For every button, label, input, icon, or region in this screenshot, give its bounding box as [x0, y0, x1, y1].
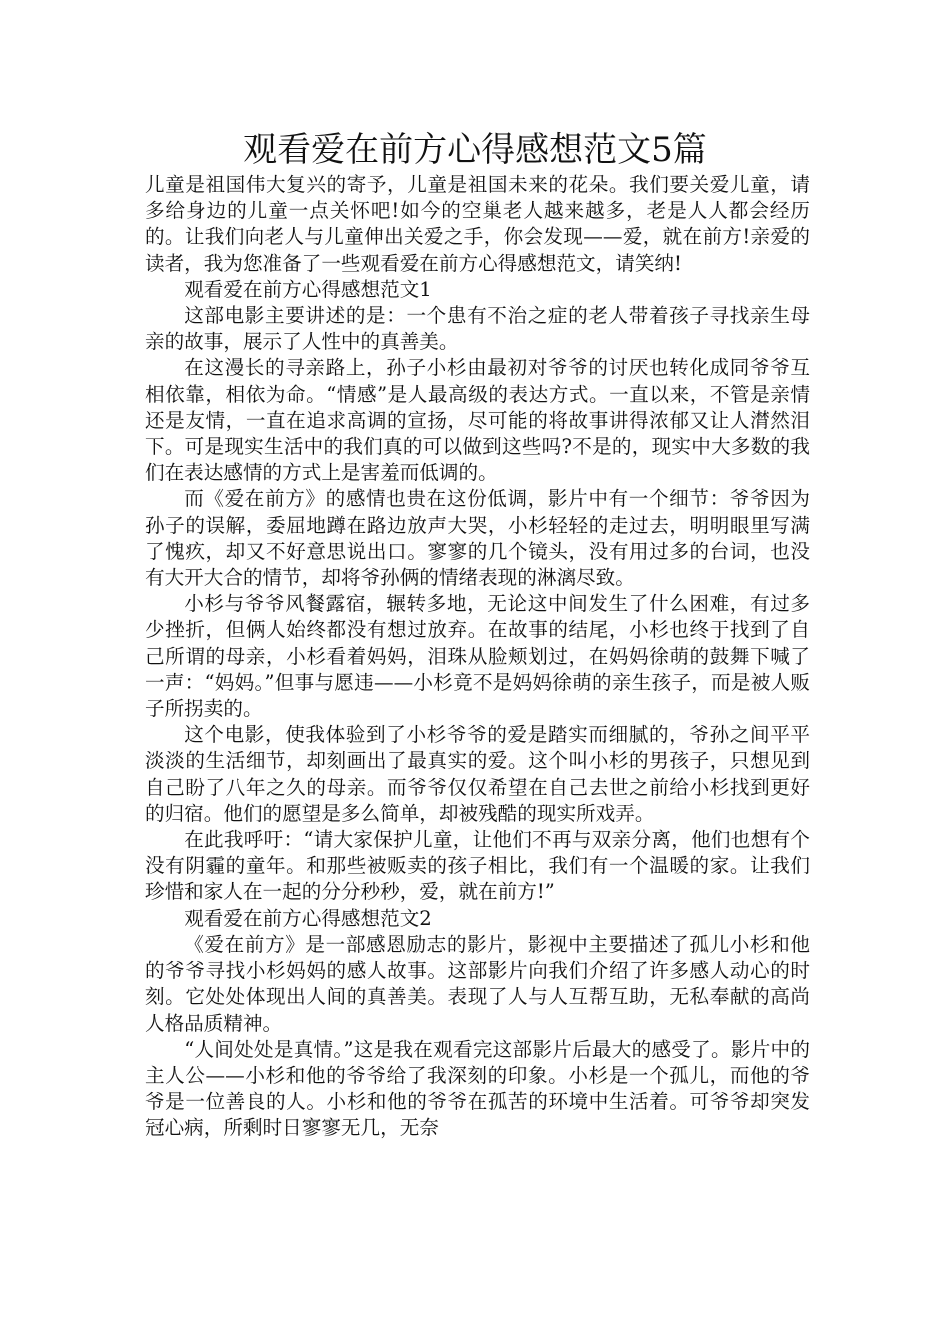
paragraph: 《爱在前方》是一部感恩励志的影片，影视中主要描述了孤儿小杉和他的爷爷寻找小杉妈妈的感人故事。这部影片向我们介绍了许多感人动心的时刻。它处处体现出人间的真善美。表现了人与人互帮互助，无私奉献的高尚人格品质精神。: [145, 932, 810, 1035]
paragraph: “人间处处是真情。”这是我在观看完这部影片后最大的感受了。影片中的主人公——小杉和他的爷爷给了我深刻的印象。小杉是一个孤儿，而他的爷爷是一位善良的人。小杉和他的爷爷在孤苦的环境中生活着。可爷爷却突发冠心病，所剩时日寥寥无几，无奈: [145, 1037, 810, 1140]
paragraph: 小杉与爷爷风餐露宿，辗转多地，无论这中间发生了什么困难，有过多少挫折，但俩人始终都没有想过放弃。在故事的结尾，小杉也终于找到了自己所谓的母亲，小杉看着妈妈，泪珠从脸颊划过，在妈妈徐萌的鼓舞下喊了一声：“妈妈。”但事与愿违——小杉竟不是妈妈徐萌的亲生孩子，而是被人贩子所拐卖的。: [145, 592, 810, 721]
paragraph: 这个电影，使我体验到了小杉爷爷的爱是踏实而细腻的，爷孙之间平平淡淡的生活细节，却刻画出了最真实的爱。这个叫小杉的男孩子，只想见到自己盼了八年之久的母亲。而爷爷仅仅希望在自己去世之前给小杉找到更好的归宿。他们的愿望是多么简单，却被残酷的现实所戏弄。: [145, 723, 810, 825]
section-heading-2: 观看爱在前方心得感想范文2: [184, 906, 432, 930]
document-body: [145, 172, 810, 1142]
paragraph: 这部电影主要讲述的是：一个患有不治之症的老人带着孩子寻找亲生母亲的故事，展示了人性中的真善美。: [145, 304, 810, 354]
paragraph: 而《爱在前方》的感情也贵在这份低调，影片中有一个细节：爷爷因为孙子的误解，委屈地蹲在路边放声大哭，小杉轻轻的走过去，明明眼里写满了愧疚，却又不好意思说出口。寥寥的几个镜头，没有用过多的台词，也没有大开大合的情节，却将爷孙俩的情绪表现的淋漓尽致。: [145, 487, 810, 590]
section-heading-1: 观看爱在前方心得感想范文1: [184, 277, 432, 301]
paragraph: 在这漫长的寻亲路上，孙子小杉由最初对爷爷的讨厌也转化成同爷爷互相依靠，相依为命。“情感”是人最高级的表达方式。一直以来，不管是亲情还是友情，一直在追求高调的宣扬，尽可能的将故事讲得浓郁又让人潸然泪下。可是现实生活中的我们真的可以做到这些吗?不是的，现实中大多数的我们在表达感情的方式上是害羞而低调的。: [145, 356, 810, 485]
paragraph-intro: 儿童是祖国伟大复兴的寄予，儿童是祖国未来的花朵。我们要关爱儿童，请多给身边的儿童一点关怀吧!如今的空巢老人越来越多，老是人人都会经历的。让我们向老人与儿童伸出关爱之手，你会发现——爱，就在前方!亲爱的读者，我为您准备了一些观看爱在前方心得感想范文，请笑纳!: [145, 173, 810, 275]
paragraph: 在此我呼吁：“请大家保护儿童，让他们不再与双亲分离，他们也想有个没有阴霾的童年。和那些被贩卖的孩子相比，我们有一个温暖的家。让我们珍惜和家人在一起的分分秒秒，爱，就在前方!”: [145, 828, 810, 904]
document-title: 观看爱在前方心得感想范文5篇: [243, 130, 707, 170]
